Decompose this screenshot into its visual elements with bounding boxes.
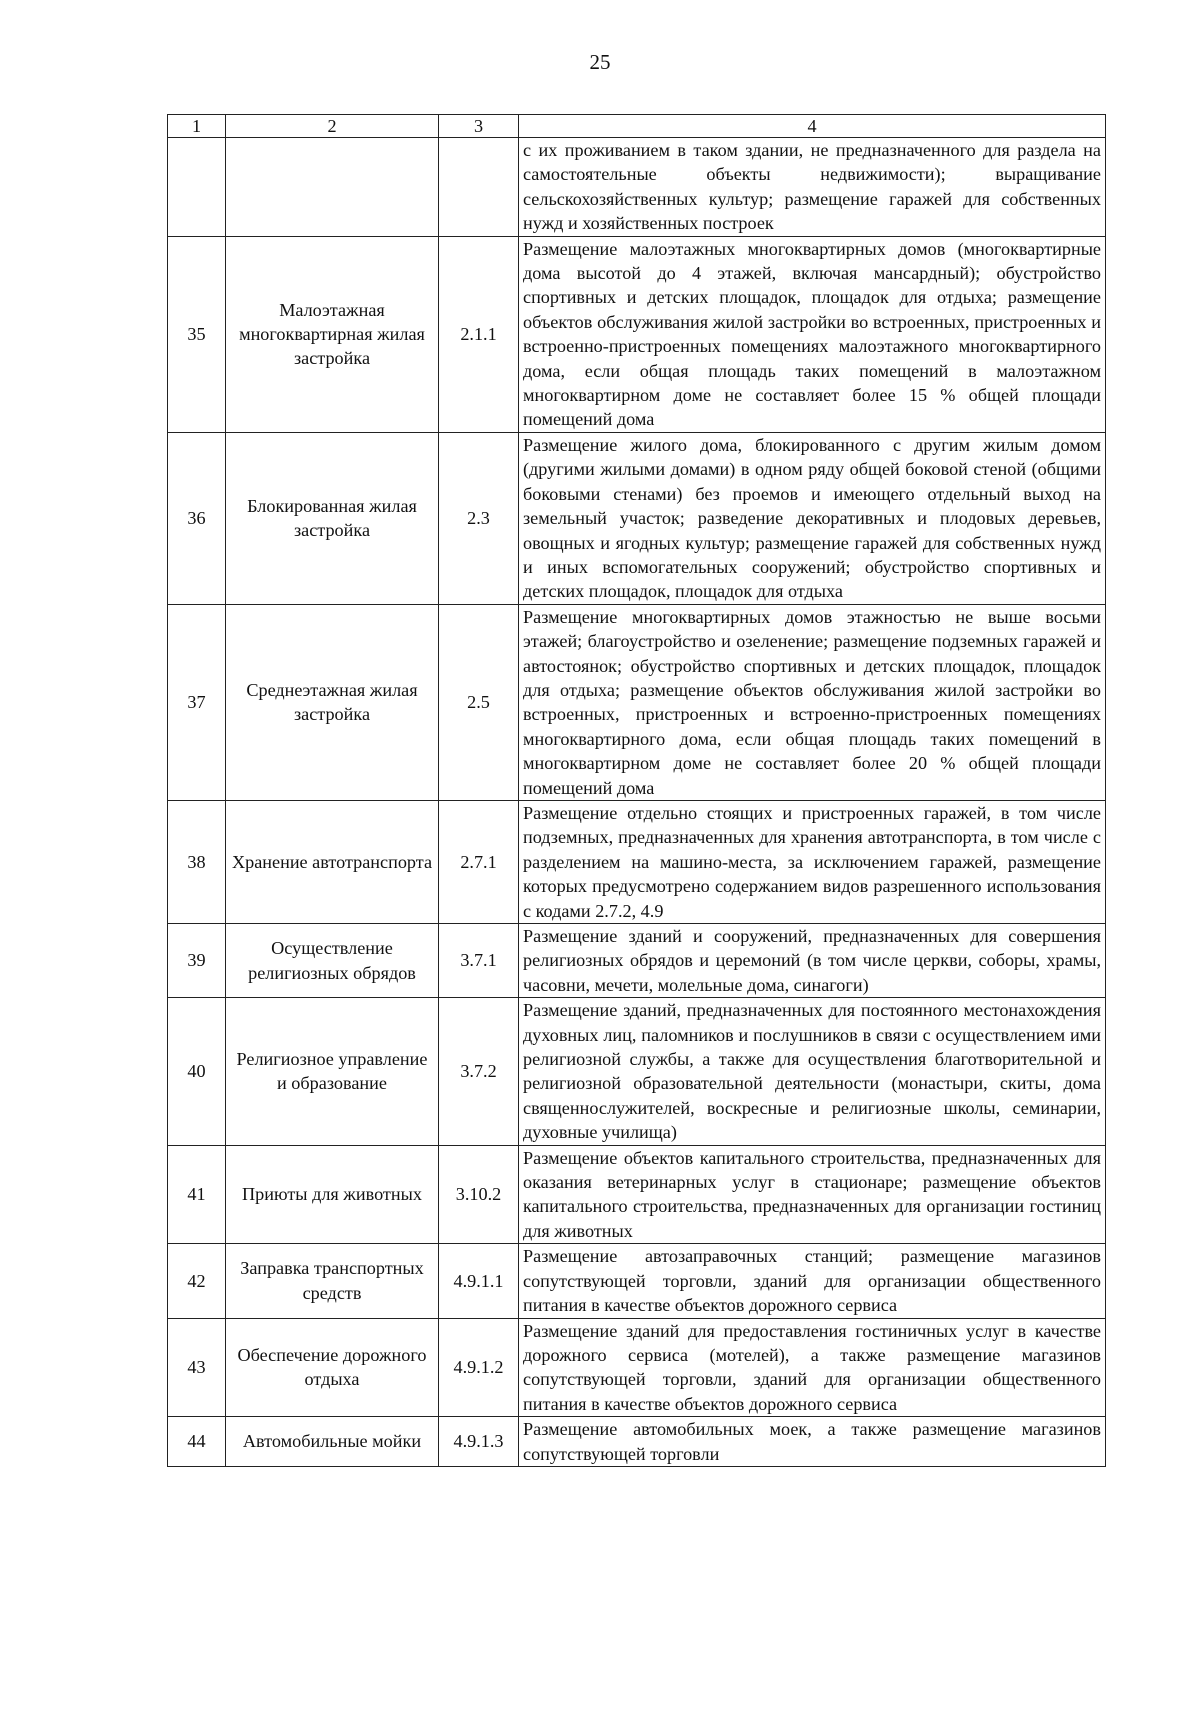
cell-description: Размещение объектов капитального строительства, предназначенных для оказания ветеринарных услуг в стационаре; размещение объектов капитального строительства, предназначенных для организации гостиниц для животных	[519, 1145, 1106, 1244]
cell-code: 4.9.1.1	[439, 1244, 519, 1318]
header-col-1: 1	[168, 115, 226, 138]
cell-use-name: Блокированная жилая застройка	[226, 432, 439, 604]
cell-number: 37	[168, 604, 226, 800]
table-body	[168, 138, 1106, 1467]
cell-number: 38	[168, 800, 226, 923]
table-row	[168, 1244, 1106, 1318]
cell-use-name: Автомобильные мойки	[226, 1417, 439, 1467]
cell-code: 4.9.1.2	[439, 1318, 519, 1417]
header-col-2: 2	[226, 115, 439, 138]
cell-description: Размещение жилого дома, блокированного с другим жилым домом (другими жилыми домами) в одном ряду общей боковой стеной (общими боковыми стенами) без проемов и имеющего отдельный выход на земельный участок; разведение декоративных и плодовых деревьев, овощных и ягодных культур; размещение гаражей для собственных нужд и иных вспомогательных сооружений; обустройство спортивных и детских площадок, площадок для отдыха	[519, 432, 1106, 604]
cell-number	[168, 138, 226, 237]
cell-code: 3.7.2	[439, 998, 519, 1145]
cell-number: 42	[168, 1244, 226, 1318]
cell-use-name: Среднеэтажная жилая застройка	[226, 604, 439, 800]
table-row	[168, 998, 1106, 1145]
cell-description: Размещение зданий для предоставления гостиничных услуг в качестве дорожного сервиса (мотелей), а также размещение магазинов сопутствующей торговли, зданий для организации общественного питания в качестве объектов дорожного сервиса	[519, 1318, 1106, 1417]
cell-use-name: Хранение автотранспорта	[226, 800, 439, 923]
cell-description: Размещение отдельно стоящих и пристроенных гаражей, в том числе подземных, предназначенных для хранения автотранспорта, в том числе с разделением на машино-места, за исключением гаражей, размещение которых предусмотрено содержанием видов разрешенного использования с кодами 2.7.2, 4.9	[519, 800, 1106, 923]
table-row	[168, 924, 1106, 998]
cell-code: 3.10.2	[439, 1145, 519, 1244]
cell-number: 36	[168, 432, 226, 604]
header-col-3: 3	[439, 115, 519, 138]
cell-code: 3.7.1	[439, 924, 519, 998]
table-row	[168, 800, 1106, 923]
table-row	[168, 236, 1106, 432]
cell-code: 2.7.1	[439, 800, 519, 923]
header-col-4: 4	[519, 115, 1106, 138]
cell-description: Размещение зданий и сооружений, предназначенных для совершения религиозных обрядов и церемоний (в том числе церкви, соборы, храмы, часовни, мечети, молельные дома, синагоги)	[519, 924, 1106, 998]
table-row	[168, 1318, 1106, 1417]
cell-use-name	[226, 138, 439, 237]
cell-use-name: Осуществление религиозных обрядов	[226, 924, 439, 998]
cell-use-name: Приюты для животных	[226, 1145, 439, 1244]
table-row	[168, 1417, 1106, 1467]
cell-use-name: Малоэтажная многоквартирная жилая застройка	[226, 236, 439, 432]
cell-number: 39	[168, 924, 226, 998]
cell-code	[439, 138, 519, 237]
cell-description: Размещение автозаправочных станций; размещение магазинов сопутствующей торговли, зданий для организации общественного питания в качестве объектов дорожного сервиса	[519, 1244, 1106, 1318]
cell-description: с их проживанием в таком здании, не предназначенного для раздела на самостоятельные объекты недвижимости); выращивание сельскохозяйственных культур; размещение гаражей для собственных нужд и хозяйственных построек	[519, 138, 1106, 237]
cell-number: 43	[168, 1318, 226, 1417]
cell-code: 2.5	[439, 604, 519, 800]
cell-description: Размещение многоквартирных домов этажностью не выше восьми этажей; благоустройство и озеленение; размещение подземных гаражей и автостоянок; обустройство спортивных и детских площадок, площадок для отдыха; размещение объектов обслуживания жилой застройки во встроенных, пристроенных и встроенно-пристроенных помещениях многоквартирного дома, если общая площадь таких помещений в многоквартирном доме не составляет более 20 % общей площади помещений дома	[519, 604, 1106, 800]
cell-use-name: Заправка транспортных средств	[226, 1244, 439, 1318]
table-row	[168, 604, 1106, 800]
header-row	[168, 115, 1106, 138]
table-row	[168, 432, 1106, 604]
cell-use-name: Обеспечение дорожного отдыха	[226, 1318, 439, 1417]
cell-description: Размещение малоэтажных многоквартирных домов (многоквартирные дома высотой до 4 этажей, включая мансардный); обустройство спортивных и детских площадок, площадок для отдыха; размещение объектов обслуживания жилой застройки во встроенных, пристроенных и встроенно-пристроенных помещениях малоэтажного многоквартирного дома, если общая площадь таких помещений в малоэтажном многоквартирном доме не составляет более 15 % общей площади помещений дома	[519, 236, 1106, 432]
cell-code: 2.1.1	[439, 236, 519, 432]
table-row	[168, 138, 1106, 237]
land-use-table	[167, 114, 1106, 1467]
cell-use-name: Религиозное управление и образование	[226, 998, 439, 1145]
cell-description: Размещение автомобильных моек, а также размещение магазинов сопутствующей торговли	[519, 1417, 1106, 1467]
cell-number: 44	[168, 1417, 226, 1467]
cell-number: 35	[168, 236, 226, 432]
cell-code: 4.9.1.3	[439, 1417, 519, 1467]
cell-number: 40	[168, 998, 226, 1145]
cell-description: Размещение зданий, предназначенных для постоянного местонахождения духовных лиц, паломников и послушников в связи с осуществлением ими религиозной службы, а также для осуществления благотворительной и религиозной образовательной деятельности (монастыри, скиты, дома священнослужителей, воскресные и религиозные школы, семинарии, духовные училища)	[519, 998, 1106, 1145]
cell-code: 2.3	[439, 432, 519, 604]
table-row	[168, 1145, 1106, 1244]
cell-number: 41	[168, 1145, 226, 1244]
page-number: 25	[589, 50, 611, 74]
